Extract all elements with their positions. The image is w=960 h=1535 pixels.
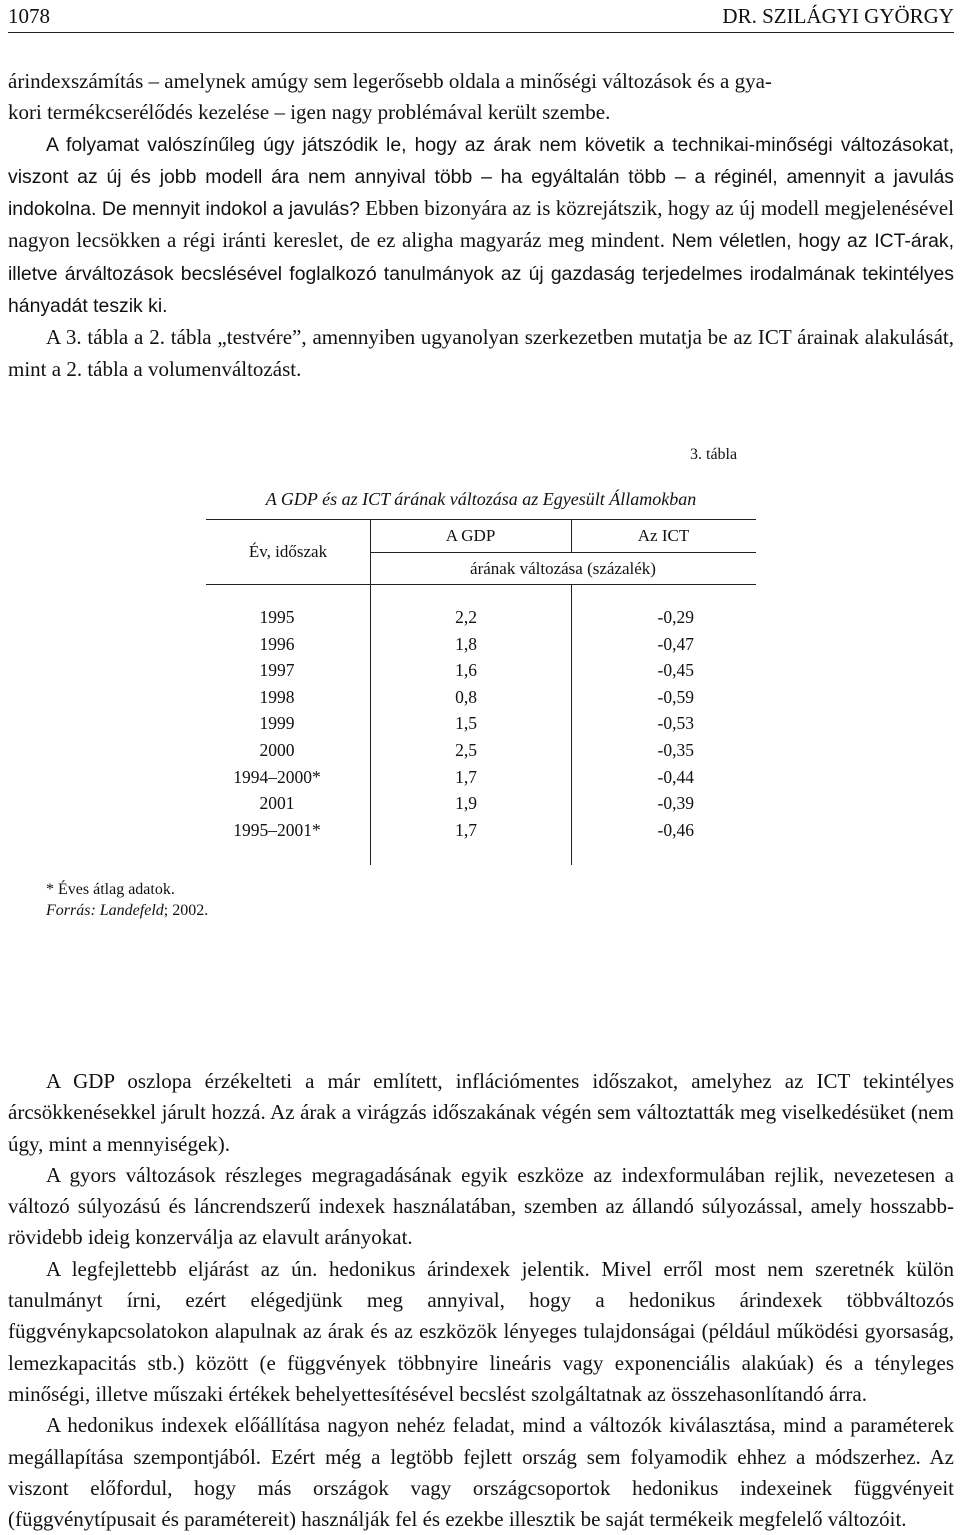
cell-ict: -0,47 xyxy=(657,633,694,654)
top-line-1: árindexszámítás – amelynek amúgy sem legerősebb oldala a minőségi változások és a gya- xyxy=(8,69,772,93)
table-row xyxy=(206,740,750,767)
source-label: Forrás xyxy=(46,902,91,919)
cell-gdp: 1,9 xyxy=(455,793,477,814)
table-top-rule xyxy=(206,519,756,520)
col-header-gdp: A GDP xyxy=(445,526,496,545)
table-row xyxy=(206,713,750,740)
table-caption: A GDP és az ICT árának változása az Egyesült Államokban xyxy=(265,489,697,509)
cell-ict: -0,46 xyxy=(657,819,694,840)
bottom-paragraph-2: A gyors változások részleges megragadásának egyik eszköze az indexformulában rejlik, nevezetesen a változó súlyozású és láncrendszerű indexek használatában, szemben az állandó súlyozással, amely hosszabb-rövidebb ideig konzerválja az elavult arányokat. xyxy=(8,1162,954,1250)
bottom-paragraph-4: A hedonikus indexek előállítása nagyon nehéz feladat, mind a változók kiválasztása, mind a paraméterek megállapítása szempontjából. Ezért még a legtöbb fejlett ország sem folyamodik ehhez a módszerhez. Az viszont előfordul, hogy más országok vagy országcsoportok hedonikus indexeinek függvényeit (függvénytípusait és paramétereit) használják fel és ezekbe illesztik be saját termékeik megfelelő változóit. xyxy=(8,1413,954,1532)
cell-period: 1995 xyxy=(259,607,295,627)
table-row xyxy=(206,607,750,634)
table-header-bottom-rule xyxy=(206,584,756,585)
table-row xyxy=(206,767,750,794)
cell-ict: -0,59 xyxy=(657,686,694,707)
source-text: : Landefeld xyxy=(90,902,164,919)
cell-ict: -0,53 xyxy=(657,713,694,734)
top-line-2: kori termékcserélődés kezelése – igen nagy problémával került szembe. xyxy=(8,100,611,125)
page-header xyxy=(8,2,954,33)
table-source xyxy=(46,902,208,920)
top-paragraph-3: A 3. tábla a 2. tábla „testvére”, amennyiben ugyanolyan szerkezetben mutatja be az ICT árainak alakulását, mint a 2. tábla a volumenváltozást. xyxy=(8,325,954,381)
cell-period: 1999 xyxy=(259,713,295,734)
table-body xyxy=(206,607,750,846)
top-paragraph-2 xyxy=(8,129,954,323)
table-row xyxy=(206,687,750,714)
col-header-ict: Az ICT xyxy=(637,526,690,545)
cell-ict: -0,29 xyxy=(657,607,694,627)
p2-serif-part: Ebben bizonyára az is közrejátszik, hogy az új modell megjelenésével nagyon lecsökken a régi iránti kereslet, de ez aligha magyaráz meg mindent. xyxy=(8,196,954,253)
bottom-text xyxy=(8,1066,954,1535)
p2-sans-end: Nem véletlen, hogy az ICT-árak, illetve árváltozások becslésével foglalkozó tanulmányok az új gazdaság terjedelmes irodalmának tekintélyes hányadát teszik ki. xyxy=(8,230,954,318)
cell-gdp: 1,5 xyxy=(455,713,477,734)
bottom-paragraph-1: A GDP oszlopa érzékelteti a már említett, inflációmentes időszakot, amelyhez az ICT tekintélyes árcsökkenésekkel járult hozzá. Az árak a virágzás időszakának végén sem változtatták meg viselkedésüket (nem úgy, mint a mennyiségek). xyxy=(8,1069,954,1156)
table-row xyxy=(206,820,750,847)
cell-ict: -0,35 xyxy=(657,739,694,760)
col-header-period: Év, időszak xyxy=(248,542,328,561)
cell-period: 1998 xyxy=(259,686,295,707)
cell-gdp: 0,8 xyxy=(455,686,477,707)
page-number: 1078 xyxy=(8,4,50,28)
table-row xyxy=(206,634,750,661)
cell-ict: -0,44 xyxy=(657,766,694,787)
running-author: DR. SZILÁGYI GYÖRGY xyxy=(722,4,954,28)
col-subheader: árának változása (százalék) xyxy=(470,559,656,578)
source-year: ; 2002. xyxy=(163,902,209,919)
table-row xyxy=(206,793,750,820)
cell-gdp: 2,5 xyxy=(455,739,477,760)
cell-ict: -0,45 xyxy=(657,660,694,681)
cell-gdp: 1,8 xyxy=(455,633,477,654)
top-text xyxy=(8,66,954,385)
table-subheader-rule xyxy=(370,552,756,553)
cell-gdp: 1,7 xyxy=(455,819,477,840)
cell-gdp: 1,6 xyxy=(455,660,477,681)
cell-period: 1994–2000* xyxy=(233,766,321,787)
p2-sans-part: A folyamat valószínűleg úgy játszódik le, hogy az árak nem követik a technikai-minőségi változásokat, viszont az új és jobb modell ára nem annyival több – ha egyáltalán több – a réginél, amennyit a javulás indokolna. De mennyit indokol a javulás? xyxy=(8,133,954,221)
cell-period: 1996 xyxy=(259,633,295,654)
cell-period: 1995–2001* xyxy=(233,819,321,840)
cell-ict: -0,39 xyxy=(657,793,694,814)
cell-period: 2000 xyxy=(259,739,295,760)
table-row xyxy=(206,660,750,687)
cell-period: 2001 xyxy=(259,793,295,814)
table-number: 3. tábla xyxy=(690,446,738,463)
cell-period: 1997 xyxy=(259,660,295,681)
table-footnote: * Éves átlag adatok. xyxy=(46,881,175,898)
cell-gdp: 1,7 xyxy=(455,766,477,787)
cell-gdp: 2,2 xyxy=(455,607,477,627)
bottom-paragraph-3: A legfejlettebb eljárást az ún. hedonikus árindexek jelentik. Mivel erről most nem szeretnék külön tanulmányt írni, ezért elégedjünk meg annyival, hogy a hedonikus árindexek többváltozós függvénykapcsolatokon alapulnak az árak és az eszközök lényeges tulajdonságai (például működési gyorsaság, lemezkapacitás stb.) között (e függvények többnyire lineáris vagy exponenciális alakúak) és a tényleges minőségi, illetve műszaki értékek behelyettesítésével becslést szolgáltatnak az összehasonlítandó árra. xyxy=(8,1256,954,1406)
